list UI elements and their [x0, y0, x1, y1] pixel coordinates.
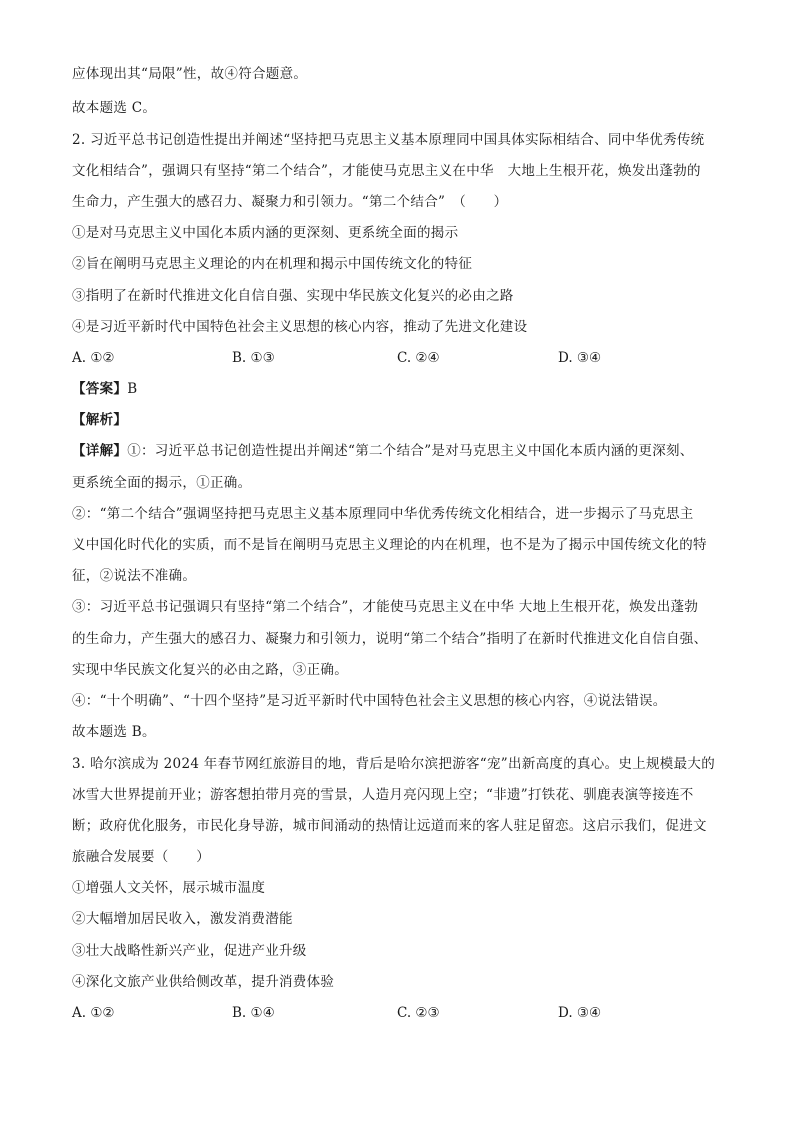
question-2-stem-line: 生命力，产生强大的感召力、凝聚力和引领力。“第二个结合” （ ） — [72, 194, 508, 210]
question-2-stem-line: 文化相结合”，强调只有坚持“第二个结合”，才能使马克思主义在中华 大地上生根开花，焕发出蓬勃的 — [72, 163, 701, 179]
detail-line: 故本题选 B。 — [72, 724, 156, 740]
detail-line: 的生命力，产生强大的感召力、凝聚力和引领力，说明“第二个结合”指明了在新时代推进文化自信自强、 — [72, 631, 708, 647]
text-line: 故本题选 C。 — [72, 100, 157, 116]
question-2-statement: ③指明了在新时代推进文化自信自强、实现中华民族文化复兴的必由之路 — [72, 288, 514, 304]
analysis-line — [72, 410, 127, 430]
answer-value: B — [127, 381, 138, 397]
question-2-option-b: B. ①③ — [232, 350, 275, 366]
question-3-option-d: D. ③④ — [558, 1005, 602, 1021]
detail-line: ②：“第二个结合”强调坚持把马克思主义基本原理同中华优秀传统文化相结合，进一步揭示了马克思主 — [72, 506, 694, 522]
question-2-option-d: D. ③④ — [558, 350, 602, 366]
detail-line: ④：“十个明确”、“十四个坚持”是习近平新时代中国特色社会主义思想的核心内容，④说法错误。 — [72, 693, 667, 709]
question-2-stem-line: 2. 习近平总书记创造性提出并阐述“坚持把马克思主义基本原理同中国具体实际相结合、同中华优秀传统 — [72, 132, 705, 148]
question-3-option-b: B. ①④ — [232, 1005, 275, 1021]
question-2-statement: ②旨在阐明马克思主义理论的内在机理和揭示中国传统文化的特征 — [72, 256, 473, 272]
question-2-statement: ①是对马克思主义中国化本质内涵的更深刻、更系统全面的揭示 — [72, 225, 459, 241]
question-3-stem-line: 3. 哈尔滨成为 2024 年春节网红旅游目的地，背后是哈尔滨把游客“宠”出新高度的真心。史上规模最大的 — [72, 756, 716, 772]
detail-line: 征，②说法不准确。 — [72, 568, 197, 584]
question-2-statement: ④是习近平新时代中国特色社会主义思想的核心内容，推动了先进文化建设 — [72, 319, 528, 335]
question-2-option-a: A. ①② — [72, 350, 115, 366]
question-3-stem-line: 冰雪大世界提前开业；游客想拍带月亮的雪景，人造月亮闪现上空；“非遗”打铁花、驯鹿表演等接连不 — [72, 787, 694, 803]
detail-line: 实现中华民族文化复兴的必由之路，③正确。 — [72, 662, 348, 678]
question-3-statement: ④深化文旅产业供给侧改革，提升消费体验 — [72, 974, 335, 990]
question-3-statement: ①增强人文关怀，展示城市温度 — [72, 880, 266, 896]
detail-line — [72, 441, 694, 461]
question-3-option-c: C. ②③ — [397, 1005, 440, 1021]
question-3-stem-line: 断；政府优化服务，市民化身导游，城市间涌动的热情让远道而来的客人驻足留恋。这启示我们，促进文 — [72, 818, 707, 834]
text-line: 应体现出其“局限”性，故④符合题意。 — [72, 66, 308, 82]
detail-line: 义中国化时代化的实质，而不是旨在阐明马克思主义理论的内在机理，也不是为了揭示中国传统文化的特 — [72, 537, 707, 553]
detail-line: 更系统全面的揭示，①正确。 — [72, 475, 252, 491]
question-2-option-c: C. ②④ — [397, 350, 440, 366]
question-3-option-a: A. ①② — [72, 1005, 115, 1021]
question-3-statement: ③壮大战略性新兴产业，促进产业升级 — [72, 943, 307, 959]
detail-tag: 【详解】 — [72, 443, 128, 459]
question-3-stem-line: 旅融合发展要（ ） — [72, 849, 210, 865]
answer-tag: 【答案】 — [72, 381, 128, 397]
detail-text: ①：习近平总书记创造性提出并阐述“第二个结合”是对马克思主义中国化本质内涵的更深刻、 — [127, 443, 694, 459]
detail-line: ③：习近平总书记强调只有坚持“第二个结合”，才能使马克思主义在中华 大地上生根开花，焕发出蓬勃 — [72, 599, 699, 615]
question-3-statement: ②大幅增加居民收入，激发消费潜能 — [72, 911, 293, 927]
analysis-tag: 【解析】 — [72, 412, 128, 428]
answer-line — [72, 379, 137, 399]
